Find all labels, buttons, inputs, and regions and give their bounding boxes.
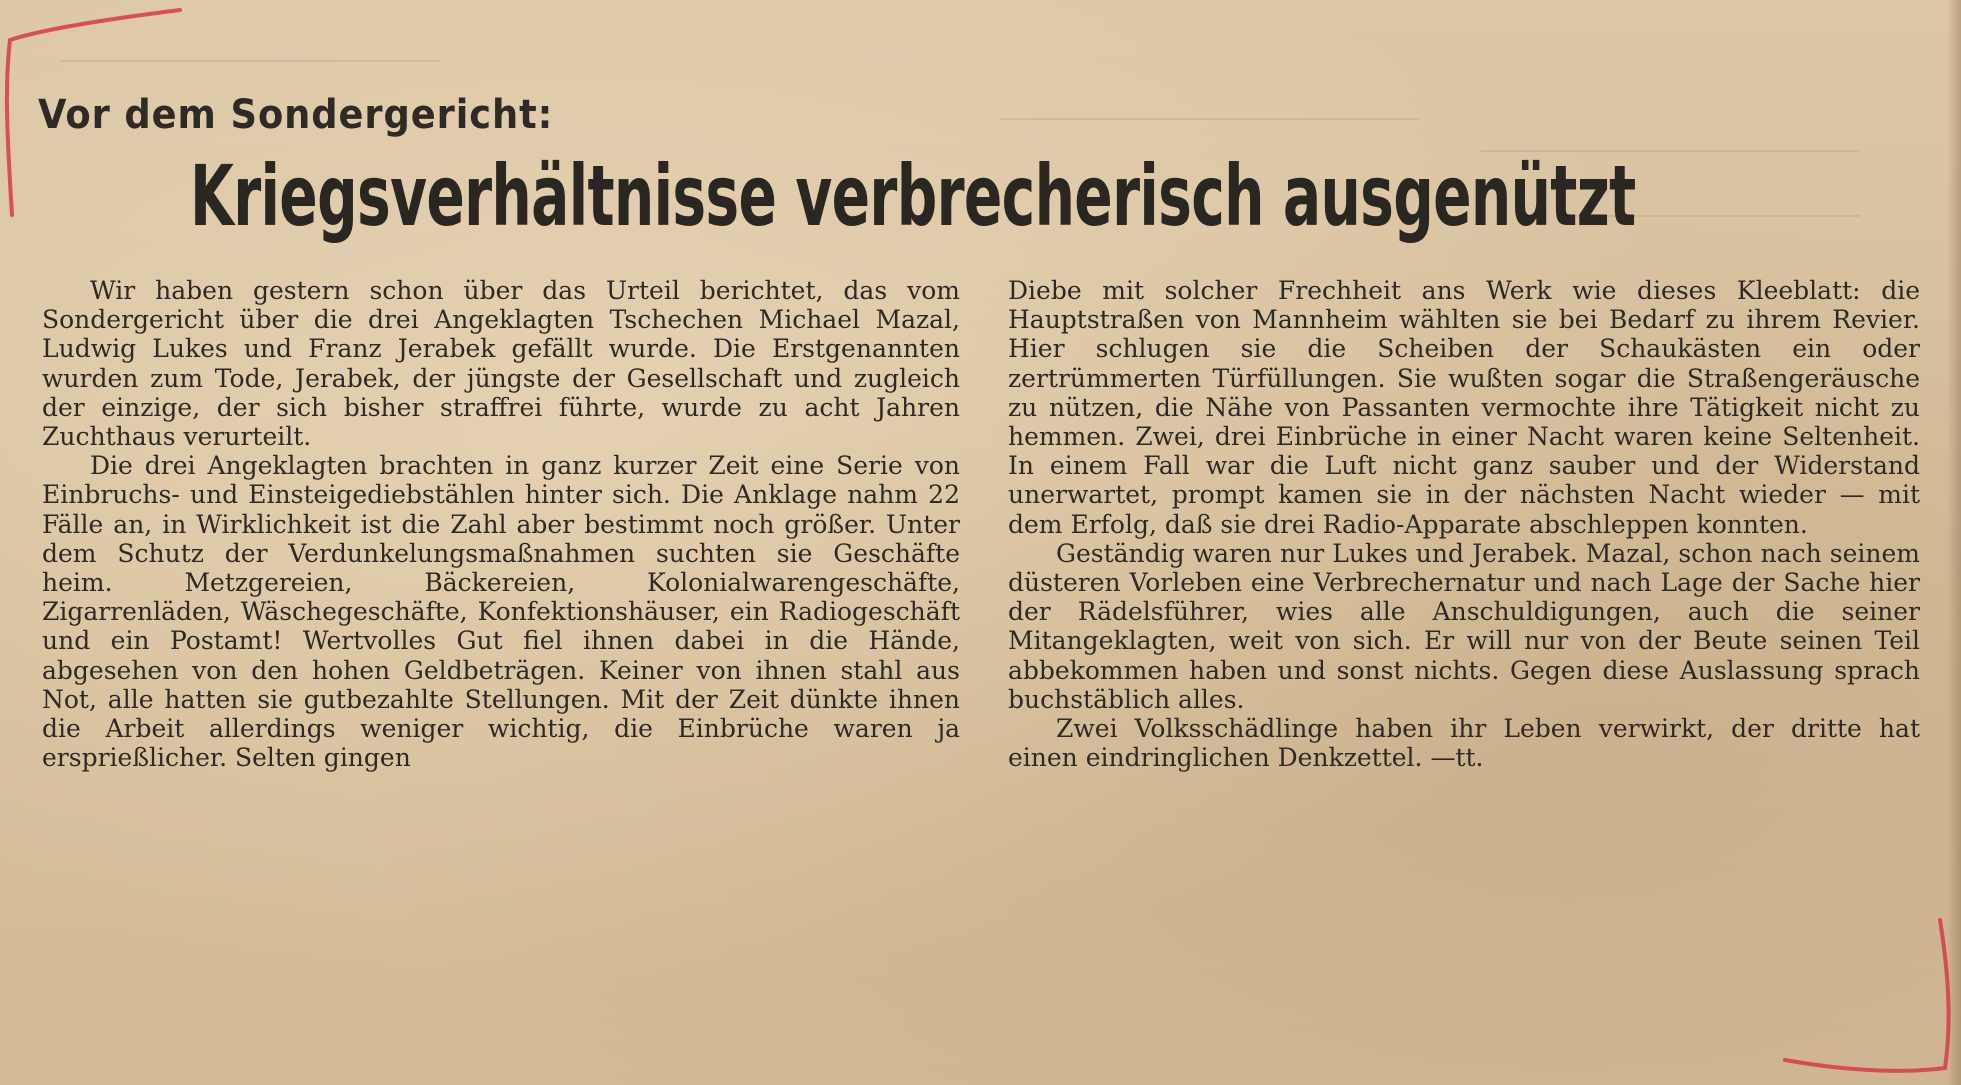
bleed-through-line [1000,118,1420,120]
paragraph: Wir haben gestern schon über das Urteil berichtet, das vom Sondergericht über die drei Angeklagten Tschechen Michael Mazal, Ludwig Lukes und Franz Jerabek gefällt wurde. Die Erstgenannten wurden zum Tode, Jerabek, der jüngste der Gesellschaft und zugleich der einzige, der sich bisher straffrei führte, wurde zu acht Jahren Zuchthaus verurteilt. [42,276,960,452]
closing-paragraph [1008,714,1920,772]
article-column-left [42,276,960,772]
author-signature: —tt. [1430,743,1484,773]
paragraph: Diebe mit solcher Frechheit ans Werk wie dieses Kleeblatt: die Hauptstraßen von Mannheim wählten sie bei Bedarf zu ihrem Revier. Hier schlugen sie die Scheiben der Schaukästen ein oder zertrümmerten Türfüllungen. Sie wußten sogar die Straßengeräusche zu nützen, die Nähe von Passanten vermochte ihre Tätigkeit nicht zu hemmen. Zwei, drei Einbrüche in einer Nacht waren keine Seltenheit. In einem Fall war die Luft nicht ganz sauber und der Widerstand unerwartet, prompt kamen sie in der nächsten Nacht wieder — mit dem Erfolg, daß sie drei Radio-Apparate abschleppen konnten. [1008,276,1920,539]
red-pencil-mark-bottom-right [1770,910,1961,1085]
paragraph: Geständig waren nur Lukes und Jerabek. Mazal, schon nach seinem düsteren Vorleben eine Verbrechernatur und nach Lage der Sache hier der Rädelsführer, wies alle Anschuldigungen, auch die seiner Mitangeklagten, weit von sich. Er will nur von der Beute seinen Teil abbekommen haben und sonst nichts. Gegen diese Auslassung sprach buchstäblich alles. [1008,538,1920,714]
closing-sentence: Zwei Volksschädlinge haben ihr Leben verwirkt, der dritte hat einen eindringlichen Denkzettel. [1008,714,1920,773]
article-column-right [1008,276,1920,772]
article-headline: Kriegsverhältnisse verbrecherisch ausgenützt [190,147,1636,245]
paragraph: Die drei Angeklagten brachten in ganz kurzer Zeit eine Serie von Einbruchs- und Einsteigediebstählen hinter sich. Die Anklage nahm 22 Fälle an, in Wirklichkeit ist die Zahl aber bestimmt noch größer. Unter dem Schutz der Verdunkelungsmaßnahmen suchten sie Geschäfte heim. Metzgereien, Bäckereien, Kolonialwarengeschäfte, Zigarrenläden, Wäschegeschäfte, Konfektionshäuser, ein Radiogeschäft und ein Postamt! Wertvolles Gut fiel ihnen dabei in die Hände, abgesehen von den hohen Geldbeträgen. Keiner von ihnen stahl aus Not, alle hatten sie gutbezahlte Stellungen. Mit der Zeit dünkte ihnen die Arbeit allerdings weniger wichtig, die Einbrüche waren ja ersprießlicher. Selten gingen [42,451,960,773]
article-kicker: Vor dem Sondergericht: [38,92,554,138]
